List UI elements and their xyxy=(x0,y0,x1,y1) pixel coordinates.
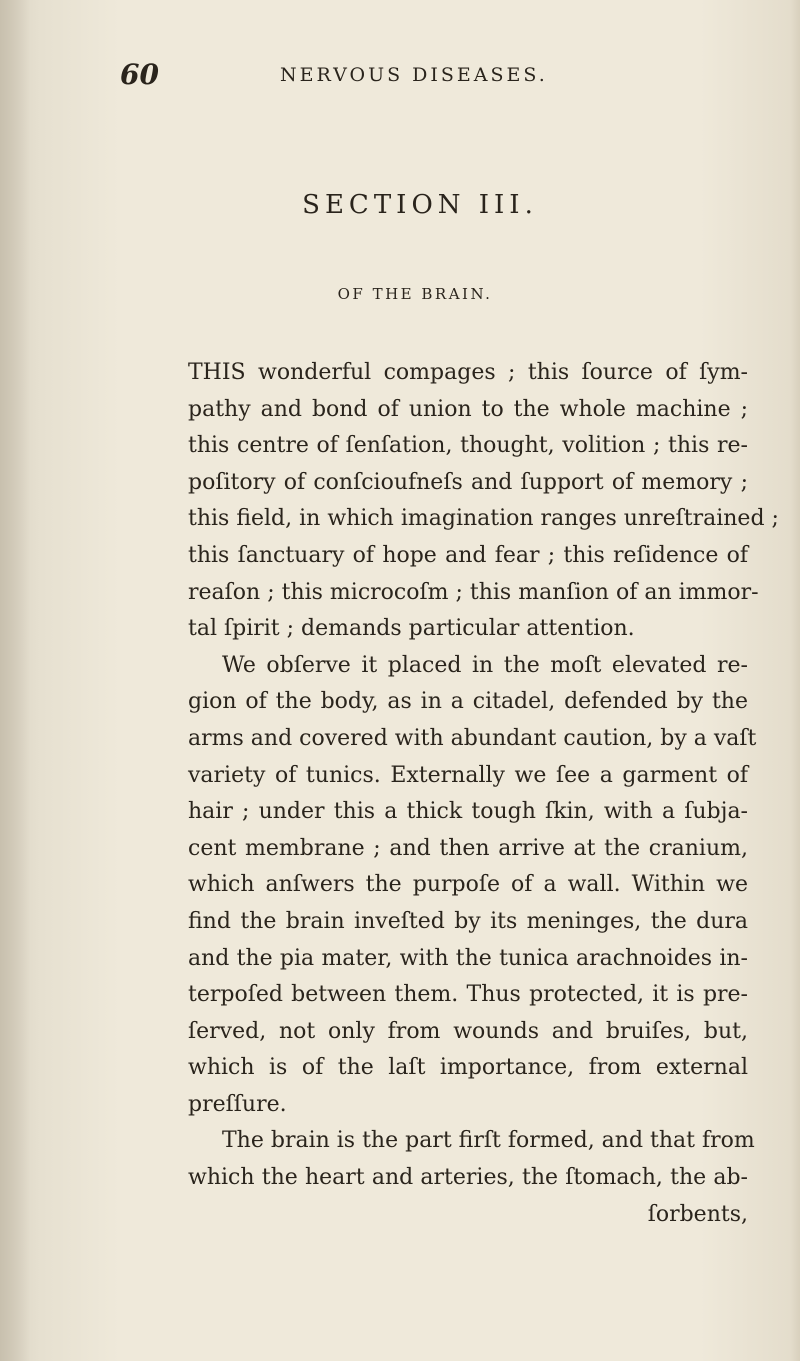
text-line: gion of the body, as in a citadel, defended by the xyxy=(188,689,748,715)
text-line: which anſwers the purpoſe of a wall. Within we xyxy=(188,872,748,898)
text-line: hair ; under this a thick tough ſkin, with a ſubja- xyxy=(188,799,748,825)
text-line: find the brain inveſted by its meninges, the dura xyxy=(188,908,748,934)
text-line: variety of tunics. Externally we ſee a garment of xyxy=(188,762,748,788)
text-line: tal ſpirit ; demands particular attention. xyxy=(188,616,635,642)
text-line: this centre of ſenſation, thought, volition ; this re- xyxy=(188,433,748,459)
page-number: 60 xyxy=(120,58,159,91)
text-line: cent membrane ; and then arrive at the cranium, xyxy=(188,835,748,861)
text-line: We obſerve it placed in the moſt elevated re- xyxy=(222,652,748,678)
text-line: which the heart and arteries, the ſtomach, the ab- xyxy=(188,1165,748,1191)
text-line: and the pia mater, with the tunica arachnoides in- xyxy=(188,945,748,971)
text-line: terpoſed between them. Thus protected, it is pre- xyxy=(188,982,748,1008)
section-subtitle: OF THE BRAIN. xyxy=(337,285,493,303)
text-line: this field, in which imagination ranges unreſtrained ; xyxy=(188,506,779,532)
text-line: poſitory of conſcioufneſs and ſupport of memory ; xyxy=(188,469,748,495)
text-line: pathy and bond of union to the whole machine ; xyxy=(188,396,748,422)
text-line: reaſon ; this microcoſm ; this manſion of an immor- xyxy=(188,579,759,605)
text-line: preſſure. xyxy=(188,1091,287,1117)
text-line: this ſanctuary of hope and fear ; this reſidence of xyxy=(188,542,748,568)
body-text xyxy=(188,355,779,1233)
text-line: The brain is the part firſt formed, and that from xyxy=(222,1128,755,1154)
text-line: ſerved, not only from wounds and bruiſes, but, xyxy=(188,1018,748,1044)
text-line: THIS wonderful compages ; this ſource of ſym- xyxy=(188,360,748,385)
catchword: ſorbents, xyxy=(647,1201,748,1227)
running-head-title: NERVOUS DISEASES. xyxy=(280,64,548,86)
section-title: SECTION III. xyxy=(302,190,538,220)
text-line: which is of the laſt importance, from external xyxy=(188,1055,748,1081)
running-head xyxy=(120,58,720,98)
text-line: arms and covered with abundant caution, by a vaſt xyxy=(188,725,757,751)
